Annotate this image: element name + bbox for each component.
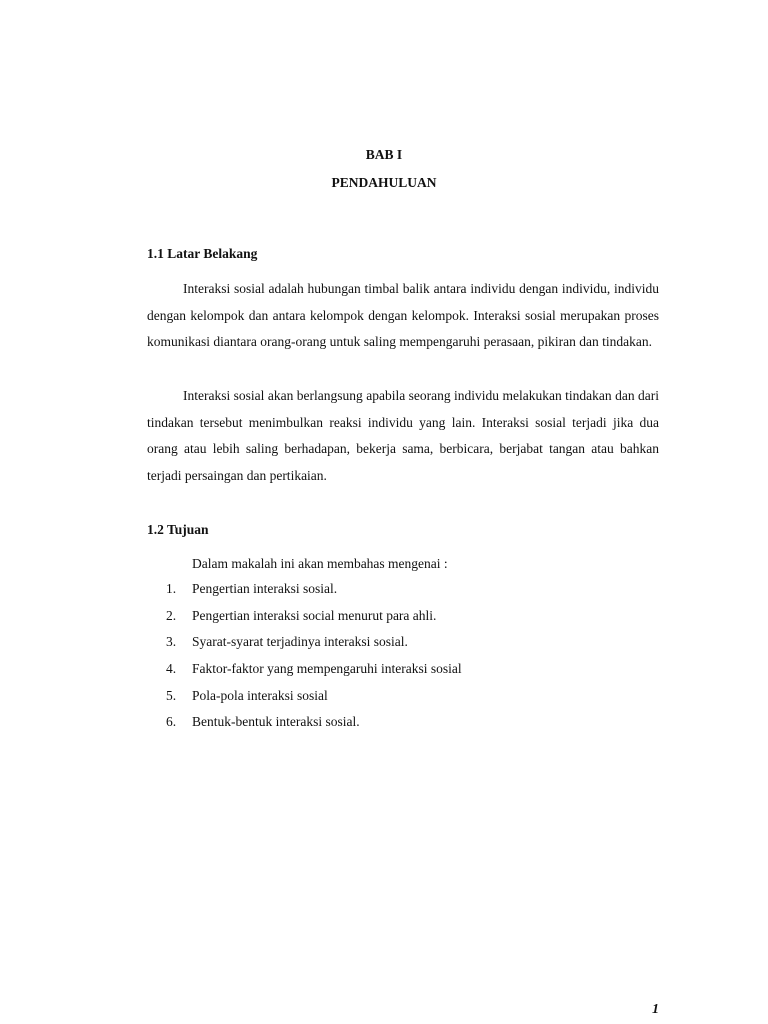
paragraph: Interaksi sosial adalah hubungan timbal balik antara individu dengan individu, individu dengan kelompok dan antara kelompok dengan kelompok. Interaksi sosial merupakan proses komunikasi diantara orang-orang untuk saling mempengaruhi perasaan, pikiran dan tindakan. xyxy=(147,281,659,349)
list-item xyxy=(166,660,462,687)
list-item-text: Faktor-faktor yang mempengaruhi interaksi sosial xyxy=(192,661,462,677)
list-item xyxy=(166,687,462,714)
list-item-number: 2. xyxy=(166,607,177,623)
list-item-text: Syarat-syarat terjadinya interaksi sosial. xyxy=(192,634,408,650)
list-item-number: 5. xyxy=(166,687,177,703)
section-heading-tujuan: 1.2 Tujuan xyxy=(147,522,209,537)
list-intro: Dalam makalah ini akan membahas mengenai : xyxy=(192,556,448,571)
list-item-text: Bentuk-bentuk interaksi sosial. xyxy=(192,714,360,730)
list-item-text: Pengertian interaksi social menurut para ahli. xyxy=(192,607,437,623)
list-item-number: 6. xyxy=(166,714,177,730)
section-heading-latar-belakang: 1.1 Latar Belakang xyxy=(147,246,258,261)
list-item-number: 1. xyxy=(166,581,177,596)
chapter-number: BAB I xyxy=(365,147,403,162)
list-item xyxy=(166,713,462,740)
chapter-title: PENDAHULUAN xyxy=(331,175,437,190)
list-item-number: 3. xyxy=(166,634,177,650)
list-item xyxy=(166,580,462,607)
list-item xyxy=(166,633,462,660)
page-number: 1 xyxy=(652,1002,659,1017)
list-item xyxy=(166,607,462,634)
list-item-text: Pengertian interaksi sosial. xyxy=(192,581,338,596)
objectives-list xyxy=(166,580,462,740)
list-item-text: Pola-pola interaksi sosial xyxy=(192,687,328,703)
list-item-number: 4. xyxy=(166,661,177,677)
paragraph: Interaksi sosial akan berlangsung apabila seorang individu melakukan tindakan dan dari tindakan tersebut menimbulkan reaksi individu yang lain. Interaksi sosial terjadi jika dua orang atau lebih saling berhadapan, bekerja sama, berbicara, berjabat tangan atau bahkan terjadi persaingan dan pertikaian. xyxy=(147,388,659,483)
